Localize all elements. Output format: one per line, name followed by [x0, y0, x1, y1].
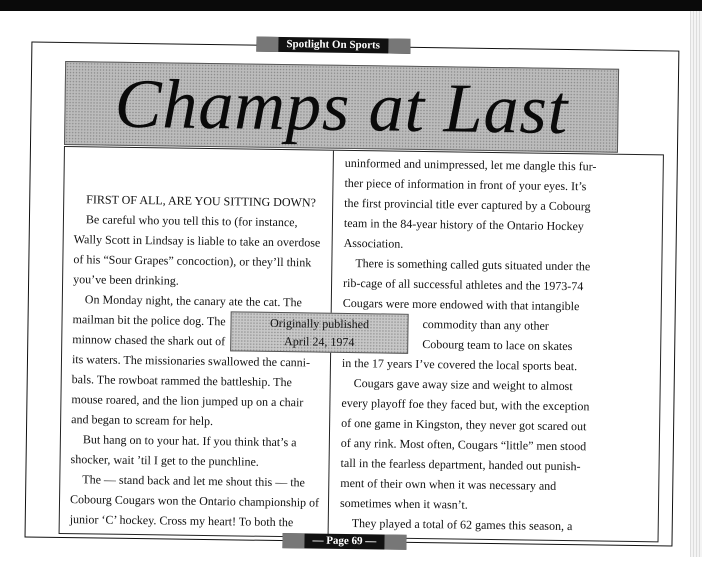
text-line: you’ve been drinking.	[73, 272, 179, 288]
text-line: Cobourg Cougars won the Ontario championship of	[69, 492, 320, 510]
text-line: ther piece of information in front of your eyes. It’s	[344, 175, 587, 194]
text-line: mailman bit the police dog. The	[72, 312, 226, 329]
text-line: of one game in Kingston, they never got scared out	[341, 415, 587, 434]
text-line: sometimes when it wasn’t.	[339, 495, 468, 512]
right-column	[340, 153, 597, 536]
text-line: shocker, wait ’til I get to the punchline.	[70, 452, 259, 469]
text-line: tall in the fearless department, handed out punish-	[340, 455, 581, 474]
text-line: The — stand back and let me shout this — the	[82, 472, 306, 490]
text-line: Be careful who you tell this to (for instance,	[85, 212, 298, 230]
text-line: FIRST OF ALL, ARE YOU SITTING DOWN?	[86, 192, 316, 210]
text-line: and began to scream for help.	[71, 412, 214, 429]
text-line: bals. The rowboat rammed the battleship. The	[71, 372, 292, 390]
left-column	[70, 189, 324, 532]
text-line: They played a total of 62 games this season, a	[351, 516, 573, 534]
text-line: rib-cage of all successful athletes and the 1973-74	[343, 275, 584, 294]
text-line: commodity than any other	[422, 317, 549, 333]
article-body	[59, 146, 664, 542]
text-line: ment of their own when it was necessary and	[340, 475, 557, 493]
text-line: of his “Sour Grapes” concoction), or they’ll think	[73, 252, 312, 270]
text-line: every playoff foe they faced but, with the exception	[341, 395, 590, 414]
page-number-label: — Page 69 —	[282, 533, 406, 550]
text-line: Association.	[343, 235, 404, 251]
section-label: Spotlight On Sports	[256, 37, 410, 54]
text-line: But hang on to your hat. If you think that’s a	[82, 432, 297, 450]
text-line: the first provincial title ever captured by a Cobourg	[344, 195, 591, 214]
text-line: On Monday night, the canary ate the cat. The	[84, 292, 302, 310]
text-line: team in the 84-year history of the Ontario Hockey	[343, 215, 584, 234]
text-line: of any rink. Most often, Cougars “little” men stood	[340, 435, 587, 454]
text-line: Cobourg team to lace on skates	[422, 337, 573, 354]
text-line: minnow chased the shark out of	[72, 332, 226, 349]
text-line: Wally Scott in Lindsay is liable to take an overdose	[73, 232, 321, 250]
text-line: in the 17 years I’ve covered the local sports beat.	[341, 355, 578, 374]
text-line: uninformed and unimpressed, let me dangle this fur-	[344, 155, 597, 174]
text-line: Cougars gave away size and weight to almost	[353, 376, 573, 394]
text-line: junior ‘C’ hockey. Cross my heart! To both the	[69, 512, 294, 530]
pull-line-1: Originally published	[269, 315, 370, 332]
text-line: There is something called guts situated under the	[355, 256, 591, 274]
article-title: Champs at Last	[114, 65, 569, 150]
text-line: Cougars were more endowed with that intangible	[342, 295, 580, 314]
text-line: its waters. The missionaries swallowed the canni-	[71, 352, 311, 370]
text-line: mouse roared, and the lion jumped up on a chair	[71, 392, 304, 410]
pull-line-2: April 24, 1974	[284, 334, 355, 350]
title-banner	[64, 61, 619, 153]
